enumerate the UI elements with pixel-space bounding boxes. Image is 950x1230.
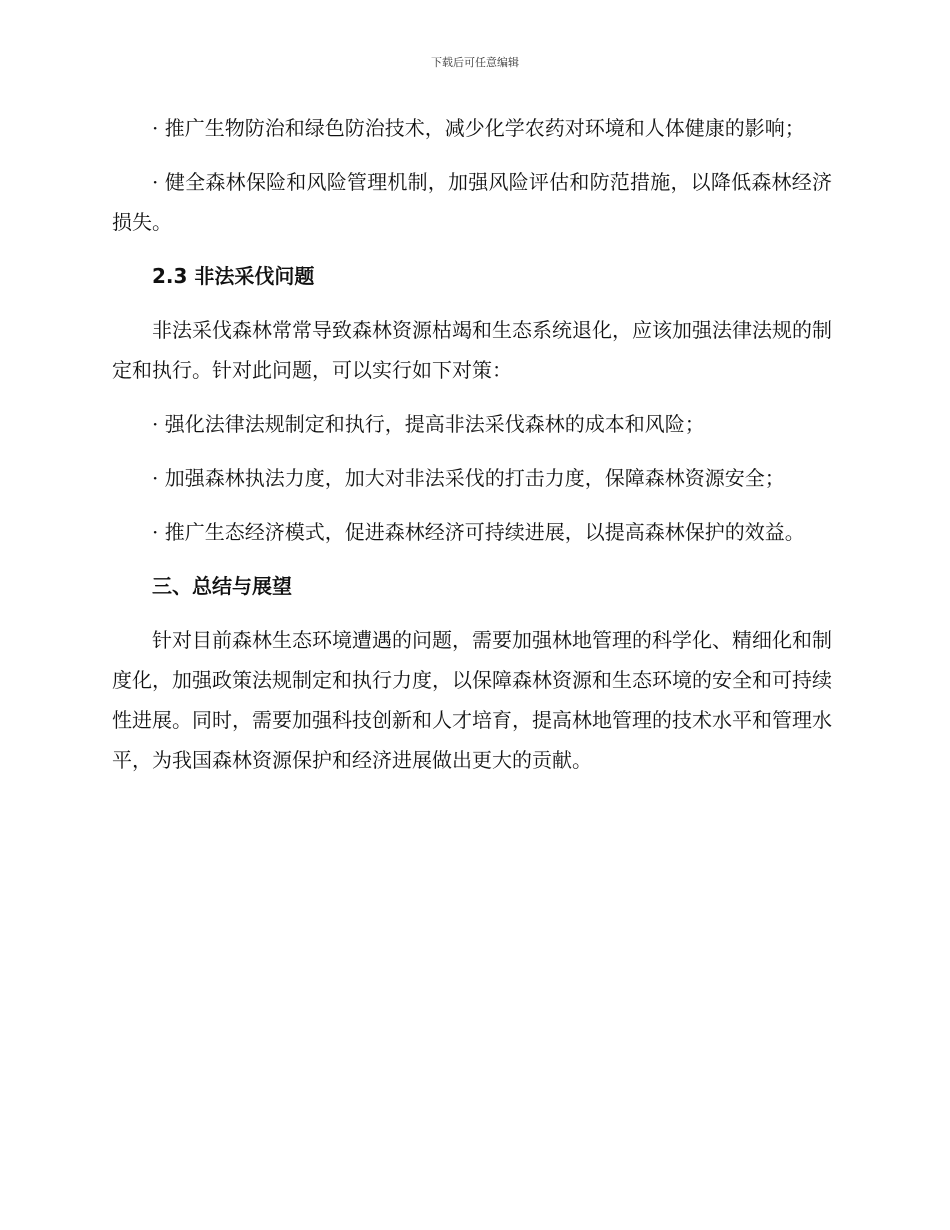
- body-paragraph: 针对目前森林生态环境遭遇的问题，需要加强林地管理的科学化、精细化和制度化，加强政策法规制定和执行力度，以保障森林资源和生态环境的安全和可持续性进展。同时，需要加强科技创新和人才培育，提高林地管理的技术水平和管理水平，为我国森林资源保护和经济进展做出更大的贡献。: [112, 628, 832, 772]
- bullet-paragraph: · 推广生物防治和绿色防治技术，减少化学农药对环境和人体健康的影响；: [152, 116, 805, 140]
- bullet-paragraph: · 健全森林保险和风险管理机制，加强风险评估和防范措施，以降低森林经济损失。: [112, 170, 832, 234]
- section-heading: 2.3 非法采伐问题: [152, 264, 315, 288]
- section-heading: 三、总结与展望: [152, 574, 292, 598]
- bullet-paragraph: · 加强森林执法力度，加大对非法采伐的打击力度，保障森林资源安全；: [152, 466, 785, 490]
- bullet-paragraph: · 强化法律法规制定和执行，提高非法采伐森林的成本和风险；: [152, 412, 705, 436]
- page-header: 下载后可任意编辑: [431, 56, 519, 69]
- body-paragraph: 非法采伐森林常常导致森林资源枯竭和生态系统退化，应该加强法律法规的制定和执行。针对此问题，可以实行如下对策：: [112, 318, 832, 382]
- bullet-paragraph: · 推广生态经济模式，促进森林经济可持续进展，以提高森林保护的效益。: [152, 520, 805, 544]
- document-body: [112, 108, 832, 794]
